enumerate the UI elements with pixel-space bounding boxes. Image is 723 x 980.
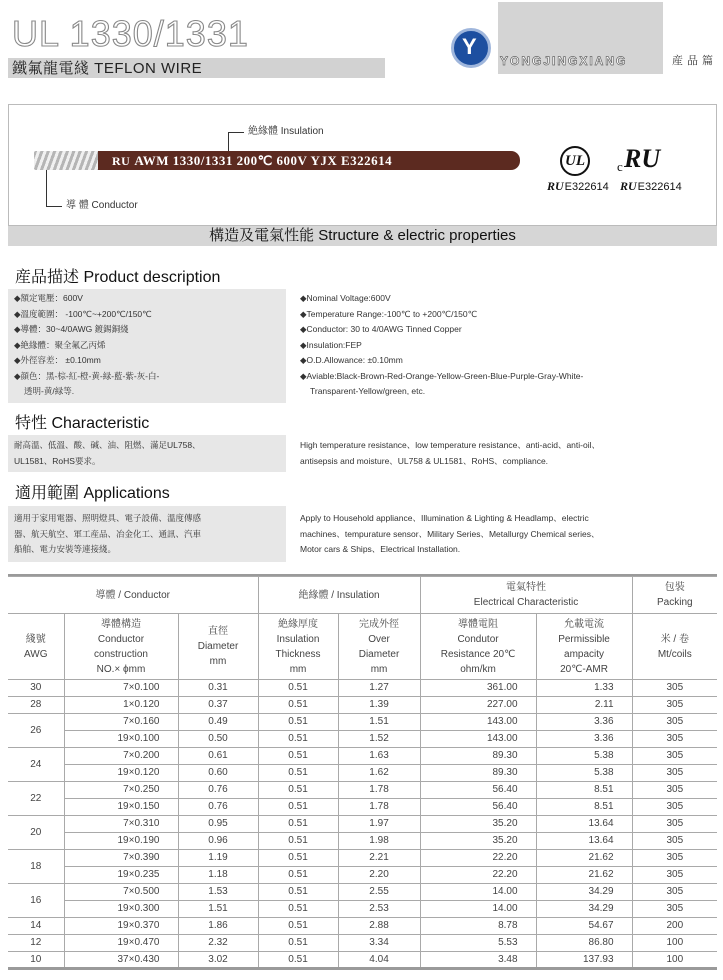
table-row	[8, 748, 717, 765]
cell-resistance: 14.00	[420, 901, 536, 918]
cell-thickness: 0.51	[258, 850, 338, 867]
cell-packing: 305	[632, 884, 717, 901]
product-description-en	[300, 291, 710, 400]
cell-ampacity: 13.64	[536, 833, 632, 850]
cell-construction: 1×0.120	[64, 697, 178, 714]
cell-over-diameter: 1.51	[338, 714, 420, 731]
cell-packing: 305	[632, 765, 717, 782]
conductor-callout-vertical	[46, 170, 47, 206]
table-row	[8, 680, 717, 697]
cell-construction: 19×0.370	[64, 918, 178, 935]
table-row	[8, 799, 717, 816]
char-zh-line: 耐高溫、低溫、酸、碱、油、阻燃、滿足UL758、	[14, 440, 201, 450]
cell-packing: 305	[632, 901, 717, 918]
cell-diameter: 1.51	[178, 901, 258, 918]
cell-awg: 24	[8, 748, 64, 782]
cell-awg: 18	[8, 850, 64, 884]
product-description-zh	[14, 291, 282, 400]
group-header-electrical: 電氣特性 Electrical Characteristic	[420, 577, 632, 614]
cell-awg: 12	[8, 935, 64, 952]
cell-packing: 305	[632, 680, 717, 697]
ul-file-number: RUE322614	[547, 179, 609, 193]
app-en-line: Motor cars & Ships、Electrical Installation.	[300, 544, 461, 554]
page-title: UL 1330/1331	[12, 13, 249, 54]
cell-over-diameter: 1.78	[338, 782, 420, 799]
cell-awg: 16	[8, 884, 64, 918]
table-row	[8, 697, 717, 714]
cell-diameter: 0.96	[178, 833, 258, 850]
cell-ampacity: 8.51	[536, 799, 632, 816]
conductor-label: 導 體 Conductor	[66, 200, 138, 211]
cell-awg: 20	[8, 816, 64, 850]
cell-ampacity: 5.38	[536, 765, 632, 782]
char-en-line: antisepsis and moisture、UL758 & UL1581、RoHS、compliance.	[300, 455, 549, 466]
col-header-resistance: 導體電阻 Condutor Resistance 20℃ ohm/km	[420, 614, 536, 680]
cell-construction: 19×0.470	[64, 935, 178, 952]
cell-over-diameter: 1.98	[338, 833, 420, 850]
cell-ampacity: 21.62	[536, 867, 632, 884]
char-zh-line: UL1581、RoHS要求。	[14, 455, 101, 466]
cell-diameter: 0.60	[178, 765, 258, 782]
table-bottom-rule	[8, 967, 717, 970]
table-row	[8, 731, 717, 748]
table-row	[8, 901, 717, 918]
cell-construction: 7×0.390	[64, 850, 178, 867]
cell-over-diameter: 1.52	[338, 731, 420, 748]
cell-packing: 305	[632, 697, 717, 714]
cell-resistance: 143.00	[420, 731, 536, 748]
char-en-line: High temperature resistance、low temperature resistance、anti-acid、anti-oil、	[300, 440, 600, 450]
cell-thickness: 0.51	[258, 952, 338, 969]
cell-ampacity: 137.93	[536, 952, 632, 969]
desc-zh-line: ◆外徑容差： ±0.10mm	[14, 355, 101, 365]
cell-over-diameter: 1.97	[338, 816, 420, 833]
cell-construction: 7×0.200	[64, 748, 178, 765]
cell-diameter: 2.32	[178, 935, 258, 952]
c-mark-icon: c	[617, 159, 623, 174]
cell-awg: 26	[8, 714, 64, 748]
cell-diameter: 1.19	[178, 850, 258, 867]
cell-resistance: 56.40	[420, 799, 536, 816]
cell-ampacity: 13.64	[536, 816, 632, 833]
insulation-label: 絶緣體 Insulation	[248, 126, 324, 137]
table-row	[8, 765, 717, 782]
cell-construction: 19×0.120	[64, 765, 178, 782]
cell-thickness: 0.51	[258, 748, 338, 765]
table-row	[8, 952, 717, 969]
app-en-line: machines、tempurature sensor、Military Series、Metallurgy Chemical series、	[300, 528, 600, 539]
cell-diameter: 0.50	[178, 731, 258, 748]
cell-thickness: 0.51	[258, 867, 338, 884]
desc-en-line: ◆Conductor: 30 to 4/0AWG Tinned Copper	[300, 324, 462, 334]
group-header-insulation: 絶緣體 / Insulation	[258, 577, 420, 614]
desc-en-line: Transparent-Yellow/green, etc.	[310, 386, 426, 396]
brand-logo-glyph: Y	[462, 34, 477, 59]
cell-packing: 305	[632, 714, 717, 731]
desc-en-line: ◆Insulation:FEP	[300, 339, 362, 350]
desc-zh-line: 透明-黄/緑等.	[24, 386, 75, 396]
cell-resistance: 22.20	[420, 850, 536, 867]
cell-diameter: 1.53	[178, 884, 258, 901]
app-zh-line: 船舶、電力安裝等連接綫。	[14, 544, 117, 554]
cell-construction: 7×0.160	[64, 714, 178, 731]
desc-zh-line: ◆顔色：黑-棕-紅-橙-黄-緑-藍-紫-灰-白-	[14, 370, 160, 381]
cell-packing: 305	[632, 799, 717, 816]
conductor-callout-horizontal	[46, 206, 62, 207]
table-row	[8, 884, 717, 901]
cell-resistance: 5.53	[420, 935, 536, 952]
ur-file-number: RUE322614	[620, 179, 682, 193]
cell-thickness: 0.51	[258, 765, 338, 782]
cell-ampacity: 34.29	[536, 884, 632, 901]
cell-ampacity: 1.33	[536, 680, 632, 697]
category-label: 産品篇	[672, 55, 717, 67]
cell-over-diameter: 1.39	[338, 697, 420, 714]
cell-over-diameter: 2.53	[338, 901, 420, 918]
cell-ampacity: 8.51	[536, 782, 632, 799]
characteristic-zh	[14, 438, 282, 469]
cell-over-diameter: 3.34	[338, 935, 420, 952]
desc-en-line: ◆Temperature Range:-100℃ to +200℃/150℃	[300, 308, 478, 319]
cell-ampacity: 54.67	[536, 918, 632, 935]
ul-listed-icon: UL	[560, 146, 590, 176]
cell-thickness: 0.51	[258, 918, 338, 935]
app-zh-line: 適用于家用電器、照明燈具、電子設備、溫度傳感	[14, 513, 202, 523]
wire-ur-icon: RU	[112, 154, 131, 168]
cell-thickness: 0.51	[258, 697, 338, 714]
cell-packing: 305	[632, 867, 717, 884]
cell-resistance: 56.40	[420, 782, 536, 799]
cell-resistance: 89.30	[420, 765, 536, 782]
desc-zh-line: ◆絶緣體：聚全氟乙丙烯	[14, 339, 106, 350]
cell-diameter: 0.49	[178, 714, 258, 731]
cell-ampacity: 34.29	[536, 901, 632, 918]
cell-ampacity: 86.80	[536, 935, 632, 952]
cell-thickness: 0.51	[258, 799, 338, 816]
cell-thickness: 0.51	[258, 714, 338, 731]
cell-packing: 305	[632, 731, 717, 748]
cell-awg: 10	[8, 952, 64, 969]
cell-diameter: 3.02	[178, 952, 258, 969]
cell-diameter: 0.95	[178, 816, 258, 833]
cell-ampacity: 2.11	[536, 697, 632, 714]
cell-construction: 19×0.190	[64, 833, 178, 850]
cell-construction: 7×0.310	[64, 816, 178, 833]
col-header-awg: 綫號 AWG	[8, 614, 64, 680]
cell-diameter: 0.61	[178, 748, 258, 765]
table-row	[8, 935, 717, 952]
table-row	[8, 850, 717, 867]
cell-resistance: 227.00	[420, 697, 536, 714]
table-row	[8, 816, 717, 833]
applications-zh	[14, 511, 282, 558]
table-row	[8, 833, 717, 850]
applications-heading: 適用範圍 Applications	[15, 485, 170, 502]
cell-over-diameter: 2.20	[338, 867, 420, 884]
cell-packing: 100	[632, 935, 717, 952]
cell-thickness: 0.51	[258, 884, 338, 901]
desc-en-line: ◆O.D.Allowance: ±0.10mm	[300, 355, 403, 365]
cell-over-diameter: 2.88	[338, 918, 420, 935]
cell-over-diameter: 1.62	[338, 765, 420, 782]
table-row	[8, 714, 717, 731]
cell-diameter: 0.37	[178, 697, 258, 714]
cell-packing: 305	[632, 748, 717, 765]
cell-resistance: 143.00	[420, 714, 536, 731]
insulation-callout-horizontal	[228, 132, 244, 133]
cell-construction: 7×0.250	[64, 782, 178, 799]
characteristic-en	[300, 438, 710, 469]
cell-thickness: 0.51	[258, 833, 338, 850]
cell-ampacity: 3.36	[536, 731, 632, 748]
desc-zh-line: ◆導體：30~4/0AWG 鍍錫銅綫	[14, 324, 129, 334]
desc-zh-line: ◆溫度範圍： -100℃~+200℃/150℃	[14, 308, 152, 319]
cell-over-diameter: 1.63	[338, 748, 420, 765]
col-header-thickness: 絶緣厚度 Insulation Thickness mm	[258, 614, 338, 680]
cell-diameter: 0.76	[178, 799, 258, 816]
cell-construction: 7×0.100	[64, 680, 178, 697]
table-row	[8, 867, 717, 884]
spec-table-body	[8, 680, 717, 969]
cell-diameter: 0.76	[178, 782, 258, 799]
brand-logo-icon	[451, 28, 491, 68]
cell-packing: 200	[632, 918, 717, 935]
cell-resistance: 8.78	[420, 918, 536, 935]
cell-construction: 19×0.150	[64, 799, 178, 816]
cell-thickness: 0.51	[258, 901, 338, 918]
col-header-ampacity: 允載電流 Permissible ampacity 20℃-AMR	[536, 614, 632, 680]
cell-awg: 30	[8, 680, 64, 697]
wire-conductor-illustration	[34, 151, 100, 170]
app-zh-line: 器、航天航空、軍工産品、冶金化工、通訊、汽車	[14, 528, 202, 539]
wire-print-text: RU AWM 1330/1331 200℃ 600V YJX E322614	[112, 153, 393, 168]
insulation-callout-vertical	[228, 132, 229, 152]
col-header-over-diameter: 完成外徑 Over Diameter mm	[338, 614, 420, 680]
cell-ampacity: 3.36	[536, 714, 632, 731]
cell-packing: 305	[632, 833, 717, 850]
group-header-packing: 包裝 Packing	[632, 577, 717, 614]
brand-name: YONGJINGXIANG	[500, 54, 628, 68]
cell-construction: 19×0.100	[64, 731, 178, 748]
cell-construction: 19×0.300	[64, 901, 178, 918]
cell-ampacity: 5.38	[536, 748, 632, 765]
ur-recognized-icon: RU	[624, 144, 661, 173]
table-row	[8, 918, 717, 935]
cell-over-diameter: 1.27	[338, 680, 420, 697]
product-description-heading: 産品描述 Product description	[15, 269, 221, 286]
cell-resistance: 361.00	[420, 680, 536, 697]
table-row	[8, 782, 717, 799]
cell-packing: 305	[632, 782, 717, 799]
cell-diameter: 1.18	[178, 867, 258, 884]
col-header-diameter: 直徑 Diameter mm	[178, 614, 258, 680]
cell-packing: 305	[632, 850, 717, 867]
cell-diameter: 1.86	[178, 918, 258, 935]
cell-over-diameter: 2.55	[338, 884, 420, 901]
cell-thickness: 0.51	[258, 935, 338, 952]
cell-over-diameter: 1.78	[338, 799, 420, 816]
col-header-packing: 米 / 卷 Mt/coils	[632, 614, 717, 680]
cell-construction: 7×0.500	[64, 884, 178, 901]
cell-awg: 22	[8, 782, 64, 816]
group-header-conductor: 導體 / Conductor	[8, 577, 258, 614]
cell-thickness: 0.51	[258, 680, 338, 697]
app-en-line: Apply to Household appliance、Illumination & Lighting & Headlamp、electric	[300, 513, 589, 523]
cell-awg: 28	[8, 697, 64, 714]
cell-resistance: 35.20	[420, 816, 536, 833]
cell-resistance: 3.48	[420, 952, 536, 969]
cell-construction: 37×0.430	[64, 952, 178, 969]
page-subtitle: 鐵氟龍電綫 TEFLON WIRE	[12, 60, 203, 77]
cell-construction: 19×0.235	[64, 867, 178, 884]
desc-zh-line: ◆額定電壓：600V	[14, 293, 83, 303]
structure-caption: 構造及電氣性能 Structure & electric properties	[209, 227, 516, 244]
spec-table	[8, 576, 717, 969]
desc-en-line: ◆Aviable:Black-Brown-Red-Orange-Yellow-Green-Blue-Purple-Gray-White-	[300, 370, 584, 381]
cell-awg: 14	[8, 918, 64, 935]
cell-resistance: 14.00	[420, 884, 536, 901]
cell-resistance: 35.20	[420, 833, 536, 850]
cell-resistance: 89.30	[420, 748, 536, 765]
cell-packing: 305	[632, 816, 717, 833]
col-header-construction: 導體構造 Conductor construction NO.× ϕmm	[64, 614, 178, 680]
cell-over-diameter: 4.04	[338, 952, 420, 969]
cell-diameter: 0.31	[178, 680, 258, 697]
characteristic-heading: 特性 Characteristic	[15, 415, 150, 432]
cell-over-diameter: 2.21	[338, 850, 420, 867]
cell-resistance: 22.20	[420, 867, 536, 884]
cell-thickness: 0.51	[258, 782, 338, 799]
cell-ampacity: 21.62	[536, 850, 632, 867]
applications-en	[300, 511, 710, 558]
cell-thickness: 0.51	[258, 816, 338, 833]
cell-packing: 100	[632, 952, 717, 969]
cell-thickness: 0.51	[258, 731, 338, 748]
desc-en-line: ◆Nominal Voltage:600V	[300, 293, 391, 303]
